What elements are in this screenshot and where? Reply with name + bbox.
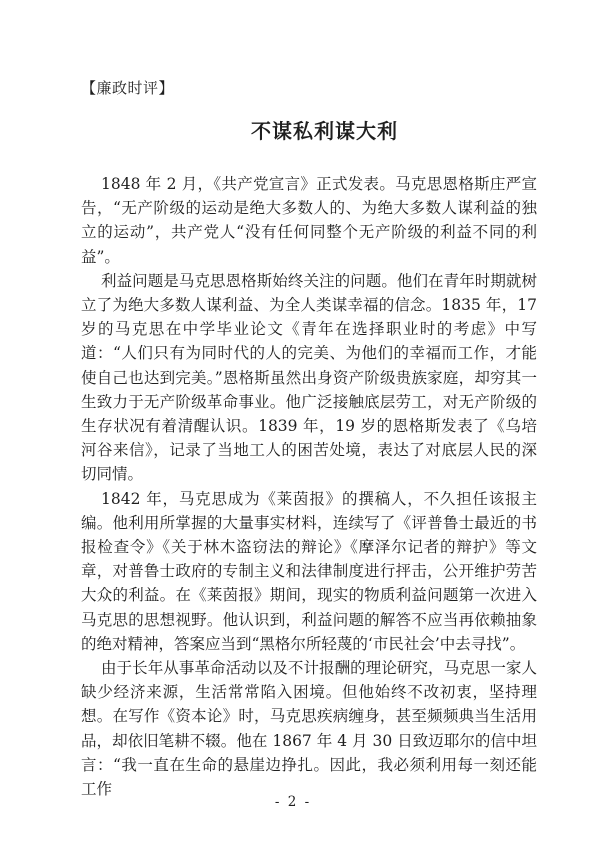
article-body (81, 172, 537, 801)
page-number: - 2 - (274, 794, 312, 810)
paragraph: 1842 年，马克思成为《莱茵报》的撰稿人，不久担任该报主编。他利用所掌握的大量事实材料，连续写了《评普鲁士最近的书报检查令》《关于林木盗窃法的辩论》《摩泽尔记者的辩护》等文章，对普鲁士政府的专制主义和法律制度进行抨击，公开维护劳苦大众的利益。在《莱茵报》期间，现实的物质利益问题第一次进入马克思的思想视野。他认识到，利益问题的解答不应当再依赖抽象的绝对精神，答案应当到“黑格尔所轻蔑的‘市民社会’中去寻找”。 (81, 489, 537, 653)
paragraph: 由于长年从事革命活动以及不计报酬的理论研究，马克思一家人缺少经济来源，生活常常陷入困境。但他始终不改初衷，坚持理想。在写作《资本论》时，马克思疾病缠身，甚至频频典当生活用品，却依旧笔耕不辍。他在 1867 年 4 月 30 日致迈耶尔的信中坦言：“我一直在生命的悬崖边挣扎。因此，我必须利用每一刻还能工作 (81, 659, 537, 799)
paragraph: 1848 年 2 月，《共产党宣言》正式发表。马克思恩格斯庄严宣告，“无产阶级的运动是绝大多数人的、为绝大多数人谋利益的独立的运动”，共产党人“没有任何同整个无产阶级的利益不同的利益”。 (81, 175, 537, 266)
paragraph: 利益问题是马克思恩格斯始终关注的问题。他们在青年时期就树立了为绝大多数人谋利益、为全人类谋幸福的信念。1835 年，17 岁的马克思在中学毕业论文《青年在选择职业时的考虑》中写道：“人们只有为同时代的人的完美、为他们的幸福而工作，才能使自己也达到完美。”恩格斯虽然出身资产阶级贵族家庭，却穷其一生致力于无产阶级革命事业。他广泛接触底层劳工，对无产阶级的生存状况有着清醒认识。1839 年，19 岁的恩格斯发表了《乌培河谷来信》，记录了当地工人的困苦处境，表达了对底层人民的深切同情。 (81, 271, 537, 484)
article-title: 不谋私利谋大利 (251, 119, 398, 143)
column-tag: 【廉政时评】 (81, 79, 175, 97)
